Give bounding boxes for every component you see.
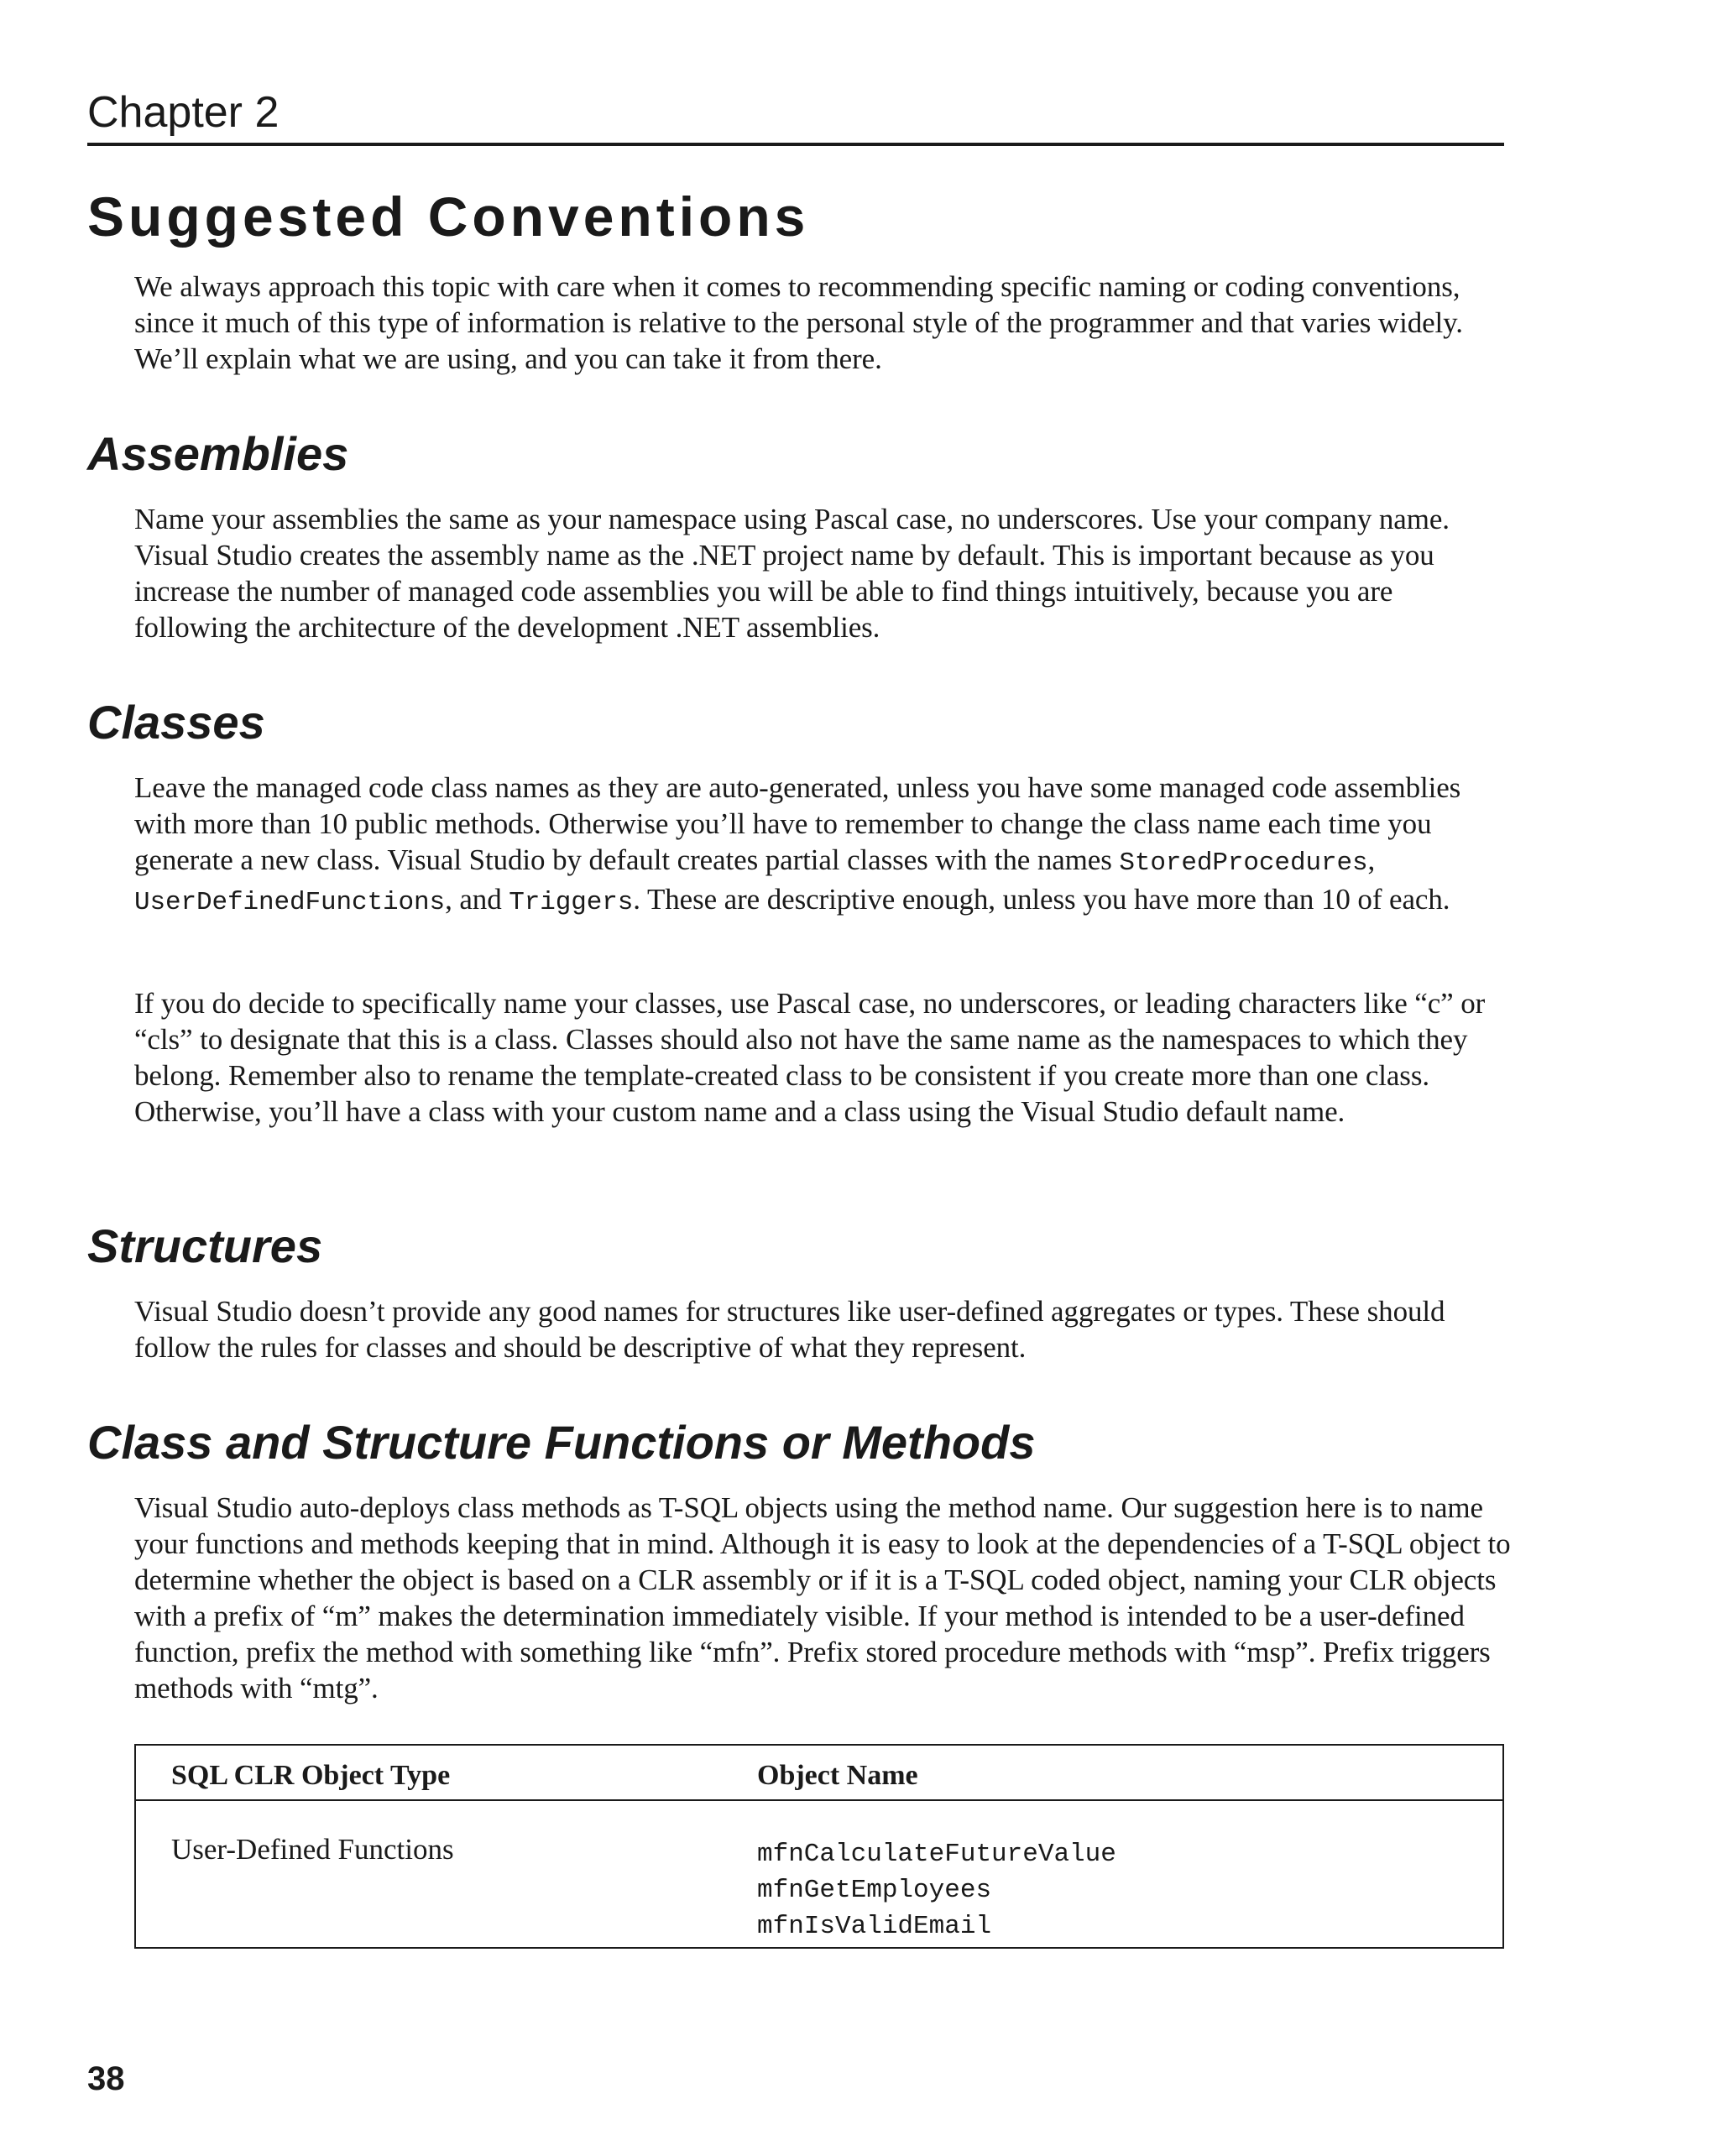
page-number: 38 xyxy=(87,2060,125,2097)
object-name-item: mfnIsValidEmail xyxy=(757,1912,992,1941)
classes-p1-tail: . These are descriptive enough, unless you have more than 10 of each. xyxy=(633,883,1450,916)
classes-paragraph-1 xyxy=(134,770,1511,921)
object-name-item: mfnGetEmployees xyxy=(757,1876,992,1905)
classes-p1-sep-2: , and xyxy=(445,883,509,916)
assemblies-paragraph: Name your assemblies the same as your namespace using Pascal case, no underscores. Use your company name. Visual Studio creates the assembly name as the .NET project name by default. This is important because as you increase the number of managed code assemblies you will be able to find things intuitively, because you are following the architecture of the development .NET assemblies. xyxy=(134,503,1450,644)
naming-convention-table xyxy=(134,1744,1504,1949)
section-heading-methods: Class and Structure Functions or Methods xyxy=(87,1416,1036,1469)
table-cell-object-type: User-Defined Functions xyxy=(171,1833,454,1866)
running-head xyxy=(87,87,1504,146)
code-stored-procedures: StoredProcedures xyxy=(1119,848,1368,878)
code-triggers: Triggers xyxy=(509,888,634,917)
object-name-item: mfnCalculateFutureValue xyxy=(757,1840,1116,1869)
table-header-object-name: Object Name xyxy=(757,1760,918,1791)
page-title: Suggested Conventions xyxy=(87,185,810,248)
table-header-object-type: SQL CLR Object Type xyxy=(171,1760,451,1791)
classes-paragraph-2: If you do decide to specifically name your classes, use Pascal case, no underscores, or leading characters like “c” or “cls” to designate that this is a class. Classes should also not have the same name as the namespaces to which they belong. Remember also to rename the template-created class to be consistent if you create more than one class. Otherwise, you’ll have a class with your custom name and a class using the Visual Studio default name. xyxy=(134,987,1486,1128)
classes-p1-text: Leave the managed code class names as they are auto-generated, unless you have some managed code assemblies with more than 10 public methods. Otherwise you’ll have to remember to change the class name each time you generate a new class. Visual Studio by default creates partial classes with the names xyxy=(134,771,1461,876)
table-cell-object-names xyxy=(757,1836,1116,1945)
structures-paragraph: Visual Studio doesn’t provide any good names for structures like user-defined aggregates or types. These should follow the rules for classes and should be descriptive of what they represent. xyxy=(134,1295,1445,1364)
intro-paragraph: We always approach this topic with care when it comes to recommending specific naming or coding conventions, since it much of this type of information is relative to the personal style of the programmer and that varies widely. We’ll explain what we are using, and you can take it from there. xyxy=(134,270,1463,375)
classes-p1-sep-1: , xyxy=(1367,843,1376,876)
section-heading-classes: Classes xyxy=(87,696,265,749)
methods-paragraph: Visual Studio auto-deploys class methods as T-SQL objects using the method name. Our suggestion here is to name your functions and methods keeping that in mind. Although it is easy to look at the dependencies of a T-SQL object to determine whether the object is based on a CLR assembly or if it is a T-SQL coded object, naming your CLR objects with a prefix of “m” makes the determination immediately visible. If your method is intended to be a user-defined function, prefix the method with something like “mfn”. Prefix stored procedure methods with “msp”. Prefix triggers methods with “mtg”. xyxy=(134,1491,1511,1704)
code-user-defined-functions: UserDefinedFunctions xyxy=(134,888,446,917)
section-heading-structures: Structures xyxy=(87,1219,323,1272)
section-heading-assemblies: Assemblies xyxy=(87,427,349,480)
table-header-row xyxy=(136,1746,1502,1801)
chapter-label: Chapter 2 xyxy=(87,88,280,137)
